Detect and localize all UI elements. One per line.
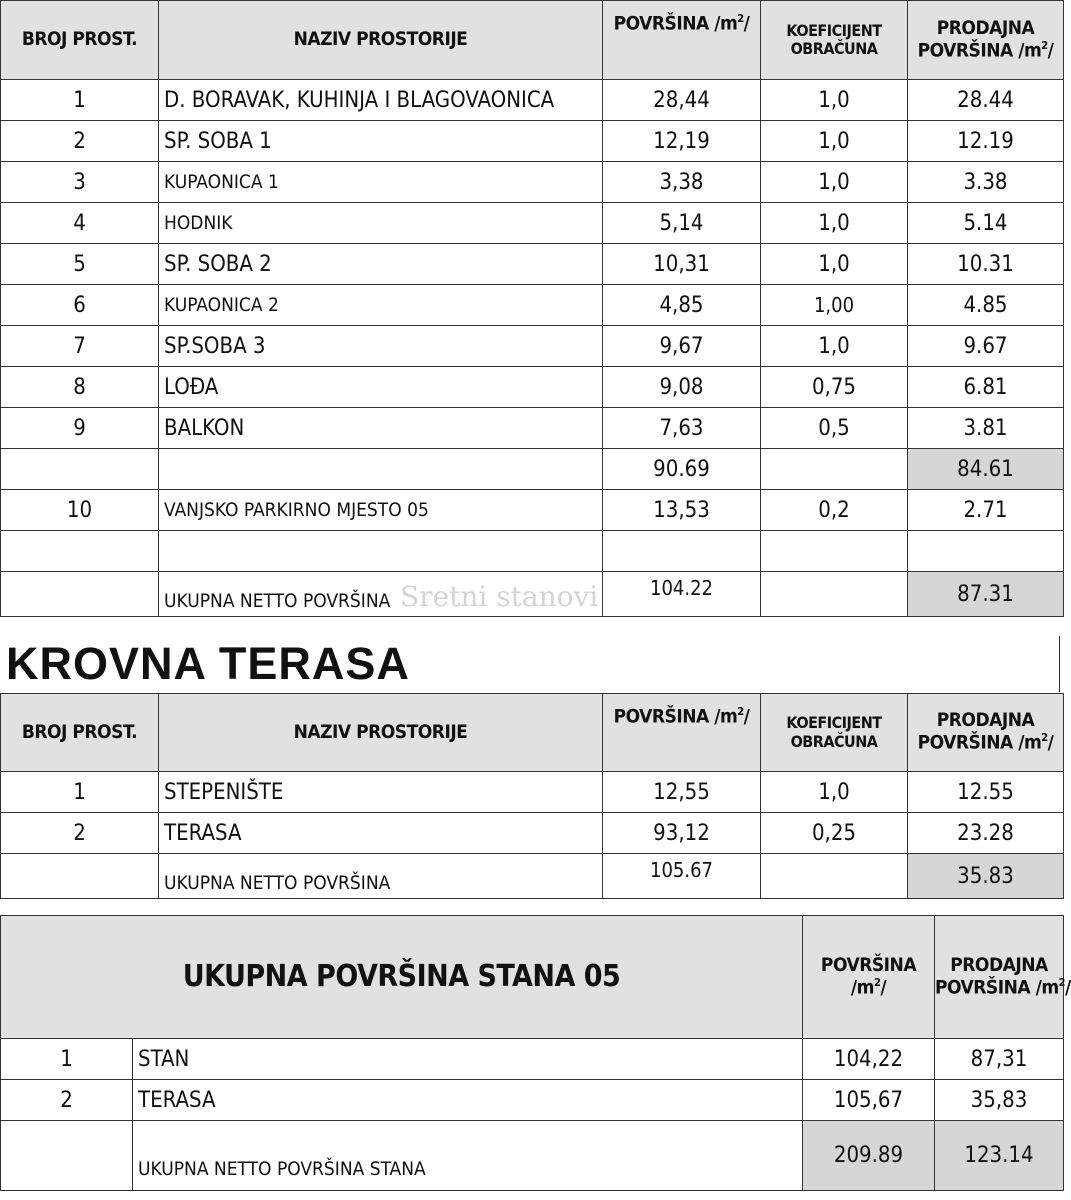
broj-cell: 1: [1, 80, 159, 121]
koef-cell: 0,75: [761, 367, 908, 408]
koef-cell: 1,0: [761, 162, 908, 203]
broj-cell: 2: [1, 813, 159, 854]
naziv-cell: SP.SOBA 3: [159, 326, 603, 367]
table-header-row: [1, 694, 1064, 772]
total-prodajna: 87.31: [908, 572, 1064, 617]
povrsina-cell: 105,67: [803, 1080, 935, 1121]
total-povrsina: 105.67: [603, 854, 761, 899]
table-row: [1, 1080, 1064, 1121]
povrsina-cell: 9,67: [603, 326, 761, 367]
header-prodajna: PRODAJNA POVRŠINA $/m^2/$: [908, 694, 1064, 772]
header-prodajna: PRODAJNA POVRŠINA $/m^2/$: [908, 1, 1064, 80]
table-row: [1, 367, 1064, 408]
empty-cell: [1, 572, 159, 617]
total-povrsina: 104.22: [603, 572, 761, 617]
koef-cell: 1,0: [761, 244, 908, 285]
povrsina-cell: 7,63: [603, 408, 761, 449]
koef-cell: 1,0: [761, 203, 908, 244]
prodajna-cell: 4.85: [908, 285, 1064, 326]
koef-cell: 1,0: [761, 326, 908, 367]
table-row: [1, 162, 1064, 203]
broj-cell: 1: [1, 772, 159, 813]
povrsina-cell: 104,22: [803, 1039, 935, 1080]
header-naziv: NAZIV PROSTORIJE: [159, 1, 603, 80]
table-row: [1, 1039, 1064, 1080]
naziv-cell: LOĐA: [159, 367, 603, 408]
prodajna-cell: 3.38: [908, 162, 1064, 203]
prodajna-cell: 3.81: [908, 408, 1064, 449]
header-prodajna: PRODAJNA POVRŠINA $/m^2/$: [935, 916, 1064, 1039]
total-label: UKUPNA NETTO POVRŠINA: [159, 854, 603, 899]
koef-cell: 0,5: [761, 408, 908, 449]
table-header-row: [1, 1, 1064, 80]
total-povrsina: 209.89: [803, 1121, 935, 1191]
table-row: [1, 121, 1064, 162]
broj-cell: 9: [1, 408, 159, 449]
total-prodajna: 123.14: [935, 1121, 1064, 1191]
empty-cell: [761, 854, 908, 899]
subtotal-prodajna: 84.61: [908, 449, 1064, 490]
header-koeficijent: KOEFICIJENT OBRAČUNA: [761, 694, 908, 772]
subtotal-row: [1, 449, 1064, 490]
naziv-cell: KUPAONICA 1: [159, 162, 603, 203]
header-povrsina: POVRŠINA $/m^2/$: [603, 1, 761, 80]
summary-title: UKUPNA POVRŠINA STANA 05: [1, 916, 803, 1039]
prodajna-cell: 12.19: [908, 121, 1064, 162]
header-naziv: NAZIV PROSTORIJE: [159, 694, 603, 772]
prodajna-cell: 6.81: [908, 367, 1064, 408]
povrsina-cell: 12,19: [603, 121, 761, 162]
broj-cell: 5: [1, 244, 159, 285]
total-row: [1, 854, 1064, 899]
broj-cell: 1: [1, 1039, 133, 1080]
naziv-cell: STEPENIŠTE: [159, 772, 603, 813]
total-row: [1, 572, 1064, 617]
table-row: [1, 772, 1064, 813]
summary-header-row: [1, 916, 1064, 1039]
prodajna-cell: 28.44: [908, 80, 1064, 121]
koef-cell: 1,0: [761, 772, 908, 813]
table-row: [1, 203, 1064, 244]
povrsina-cell: 93,12: [603, 813, 761, 854]
prodajna-cell: 23.28: [908, 813, 1064, 854]
povrsina-cell: 4,85: [603, 285, 761, 326]
naziv-cell: KUPAONICA 2: [159, 285, 603, 326]
broj-cell: 7: [1, 326, 159, 367]
broj-cell: 4: [1, 203, 159, 244]
povrsina-cell: 12,55: [603, 772, 761, 813]
header-povrsina: POVRŠINA $/m^2/$: [803, 916, 935, 1039]
prodajna-cell: 35,83: [935, 1080, 1064, 1121]
broj-cell: 6: [1, 285, 159, 326]
koef-cell: 0,25: [761, 813, 908, 854]
koef-cell: 1,0: [761, 121, 908, 162]
naziv-cell: D. BORAVAK, KUHINJA I BLAGOVAONICA: [159, 80, 603, 121]
broj-cell: 2: [1, 121, 159, 162]
section-heading: KROVNA TERASA: [0, 636, 1060, 692]
koef-cell: 0,2: [761, 490, 908, 531]
broj-cell: 10: [1, 490, 159, 531]
naziv-cell: TERASA: [133, 1080, 803, 1121]
broj-cell: 3: [1, 162, 159, 203]
prodajna-cell: 9.67: [908, 326, 1064, 367]
total-label: UKUPNA NETTO POVRŠINA: [159, 572, 603, 617]
empty-cell: [1, 449, 159, 490]
table-row: [1, 326, 1064, 367]
parking-row: [1, 490, 1064, 531]
broj-cell: 2: [1, 1080, 133, 1121]
prodajna-cell: 10.31: [908, 244, 1064, 285]
table-row: [1, 408, 1064, 449]
empty-row: [1, 531, 1064, 572]
naziv-cell: HODNIK: [159, 203, 603, 244]
header-povrsina: POVRŠINA $/m^2/$: [603, 694, 761, 772]
table-row: [1, 244, 1064, 285]
table-row: [1, 285, 1064, 326]
watermark: Sretni stanovi: [400, 580, 599, 613]
povrsina-cell: 28,44: [603, 80, 761, 121]
naziv-cell: VANJSKO PARKIRNO MJESTO 05: [159, 490, 603, 531]
total-prodajna: 35.83: [908, 854, 1064, 899]
broj-cell: 8: [1, 367, 159, 408]
header-broj: BROJ PROST.: [1, 694, 159, 772]
povrsina-cell: 5,14: [603, 203, 761, 244]
naziv-cell: BALKON: [159, 408, 603, 449]
summary-total-row: [1, 1121, 1064, 1191]
terasa-room-table: [0, 693, 1064, 899]
koef-cell: 1,0: [761, 80, 908, 121]
naziv-cell: SP. SOBA 2: [159, 244, 603, 285]
table-row: [1, 80, 1064, 121]
naziv-cell: TERASA: [159, 813, 603, 854]
naziv-cell: STAN: [133, 1039, 803, 1080]
prodajna-cell: 87,31: [935, 1039, 1064, 1080]
povrsina-cell: 9,08: [603, 367, 761, 408]
subtotal-povrsina: 90.69: [603, 449, 761, 490]
prodajna-cell: 2.71: [908, 490, 1064, 531]
povrsina-cell: 10,31: [603, 244, 761, 285]
koef-cell: 1,00: [761, 285, 908, 326]
naziv-cell: SP. SOBA 1: [159, 121, 603, 162]
povrsina-cell: 3,38: [603, 162, 761, 203]
empty-cell: [761, 572, 908, 617]
total-label: UKUPNA NETTO POVRŠINA STANA: [133, 1121, 803, 1191]
empty-cell: [159, 449, 603, 490]
prodajna-cell: 5.14: [908, 203, 1064, 244]
summary-table: [0, 915, 1071, 1191]
empty-cell: [1, 854, 159, 899]
empty-cell: [1, 1121, 133, 1191]
povrsina-cell: 13,53: [603, 490, 761, 531]
prodajna-cell: 12.55: [908, 772, 1064, 813]
empty-cell: [761, 449, 908, 490]
header-koeficijent: KOEFICIJENT OBRAČUNA: [761, 1, 908, 80]
table-row: [1, 813, 1064, 854]
header-broj: BROJ PROST.: [1, 1, 159, 80]
